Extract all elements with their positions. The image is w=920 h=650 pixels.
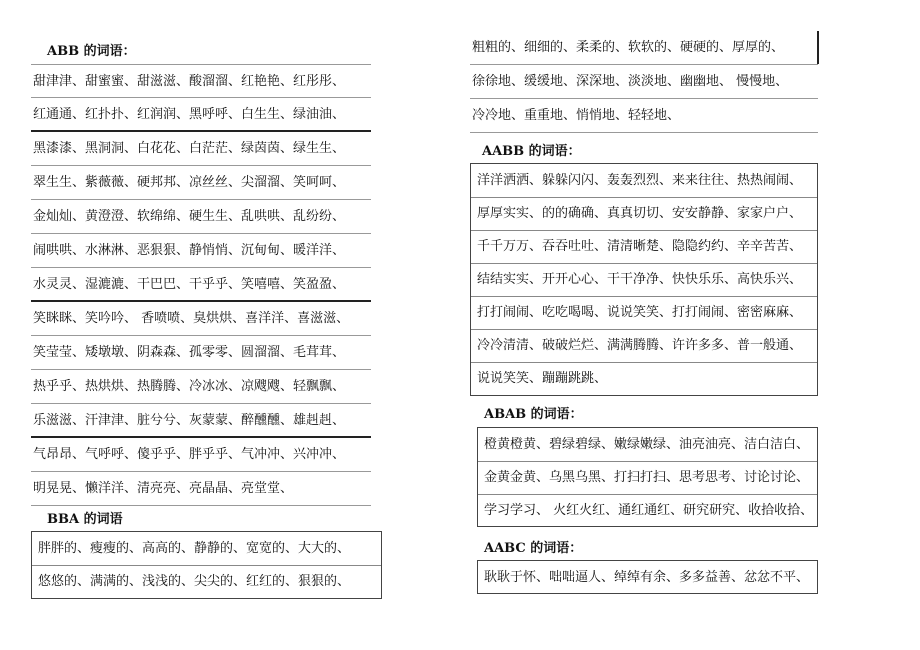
list-item: 洋洋洒洒、躲躲闪闪、轰轰烈烈、来来往往、热热闹闹、 <box>471 164 817 198</box>
list-item: 胖胖的、瘦瘦的、高高的、静静的、宽宽的、大大的、 <box>32 532 381 566</box>
list-item: 悠悠的、满满的、浅浅的、尖尖的、红红的、狠狠的、 <box>38 574 351 589</box>
bba-word-box <box>31 531 382 599</box>
list-item: 结结实实、开开心心、干干净净、快快乐乐、高快乐兴、 <box>471 263 817 297</box>
list-item: 冷冷清清、破破烂烂、满满腾腾、许许多多、普一般通、 <box>471 329 817 363</box>
list-item: 气昂昂、气呼呼、傻乎乎、胖乎乎、气冲冲、兴冲冲、 <box>31 438 371 472</box>
list-item: 水灵灵、湿漉漉、干巴巴、干乎乎、笑嘻嘻、笑盈盈、 <box>31 268 371 302</box>
list-item: 翠生生、紫薇薇、硬邦邦、凉丝丝、尖溜溜、笑呵呵、 <box>31 166 371 200</box>
aabb-section-title: AABB 的词语： <box>482 144 581 159</box>
list-item: 金黄金黄、乌黑乌黑、打扫打扫、思考思考、讨论讨论、 <box>478 461 817 495</box>
list-item: 耿耿于怀、咄咄逼人、绰绰有余、多多益善、忿忿不平、 <box>484 570 810 585</box>
list-item: 乐滋滋、汗津津、脏兮兮、灰蒙蒙、醉醺醺、雄赳赳、 <box>31 404 371 438</box>
abab-word-box <box>477 427 818 527</box>
list-item: 红通通、红扑扑、红润润、黑呼呼、白生生、绿油油、 <box>31 98 371 132</box>
list-item: 甜津津、甜蜜蜜、甜滋滋、酸溜溜、红艳艳、红彤彤、 <box>31 64 371 98</box>
list-item: 笑眯眯、笑吟吟、 香喷喷、臭烘烘、喜洋洋、喜滋滋、 <box>31 302 371 336</box>
list-item: 金灿灿、黄澄澄、软绵绵、硬生生、乱哄哄、乱纷纷、 <box>31 200 371 234</box>
aabc-section-title: AABC 的词语： <box>484 541 583 556</box>
bba-section-title: BBA 的词语 <box>47 512 123 527</box>
list-item: 千千万万、吞吞吐吐、清清晰楚、隐隐约约、辛辛苦苦、 <box>471 230 817 264</box>
list-item: 说说笑笑、蹦蹦跳跳、 <box>477 371 608 386</box>
list-item: 徐徐地、缓缓地、深深地、淡淡地、幽幽地、 慢慢地、 <box>470 65 818 99</box>
list-item: 橙黄橙黄、碧绿碧绿、嫩绿嫩绿、油亮油亮、洁白洁白、 <box>478 428 817 462</box>
aabc-word-box <box>477 560 818 594</box>
list-item: 厚厚实实、的的确确、真真切切、安安静静、家家户户、 <box>471 197 817 231</box>
list-item: 明晃晃、懒洋洋、清亮亮、亮晶晶、亮堂堂、 <box>31 472 371 506</box>
list-item: 黑漆漆、黑洞洞、白花花、白茫茫、绿茵茵、绿生生、 <box>31 132 371 166</box>
aabb-word-box <box>470 163 818 396</box>
list-item: 热乎乎、热烘烘、热腾腾、冷冰冰、凉飕飕、轻飘飘、 <box>31 370 371 404</box>
abb-section-title: ABB 的词语： <box>47 44 136 59</box>
list-item: 闹哄哄、水淋淋、恶狠狠、静悄悄、沉甸甸、暖洋洋、 <box>31 234 371 268</box>
list-item: 学习学习、 火红火红、通红通红、研究研究、收拾收拾、 <box>484 503 814 518</box>
list-item: 打打闹闹、吃吃喝喝、说说笑笑、打打闹闹、密密麻麻、 <box>471 296 817 330</box>
box-edge <box>817 31 819 64</box>
abab-section-title: ABAB 的词语： <box>484 407 583 422</box>
list-item: 粗粗的、细细的、柔柔的、软软的、硬硬的、厚厚的、 <box>470 31 818 65</box>
list-item: 笑莹莹、矮墩墩、阴森森、孤零零、圆溜溜、毛茸茸、 <box>31 336 371 370</box>
list-item: 冷冷地、重重地、悄悄地、轻轻地、 <box>470 99 818 133</box>
